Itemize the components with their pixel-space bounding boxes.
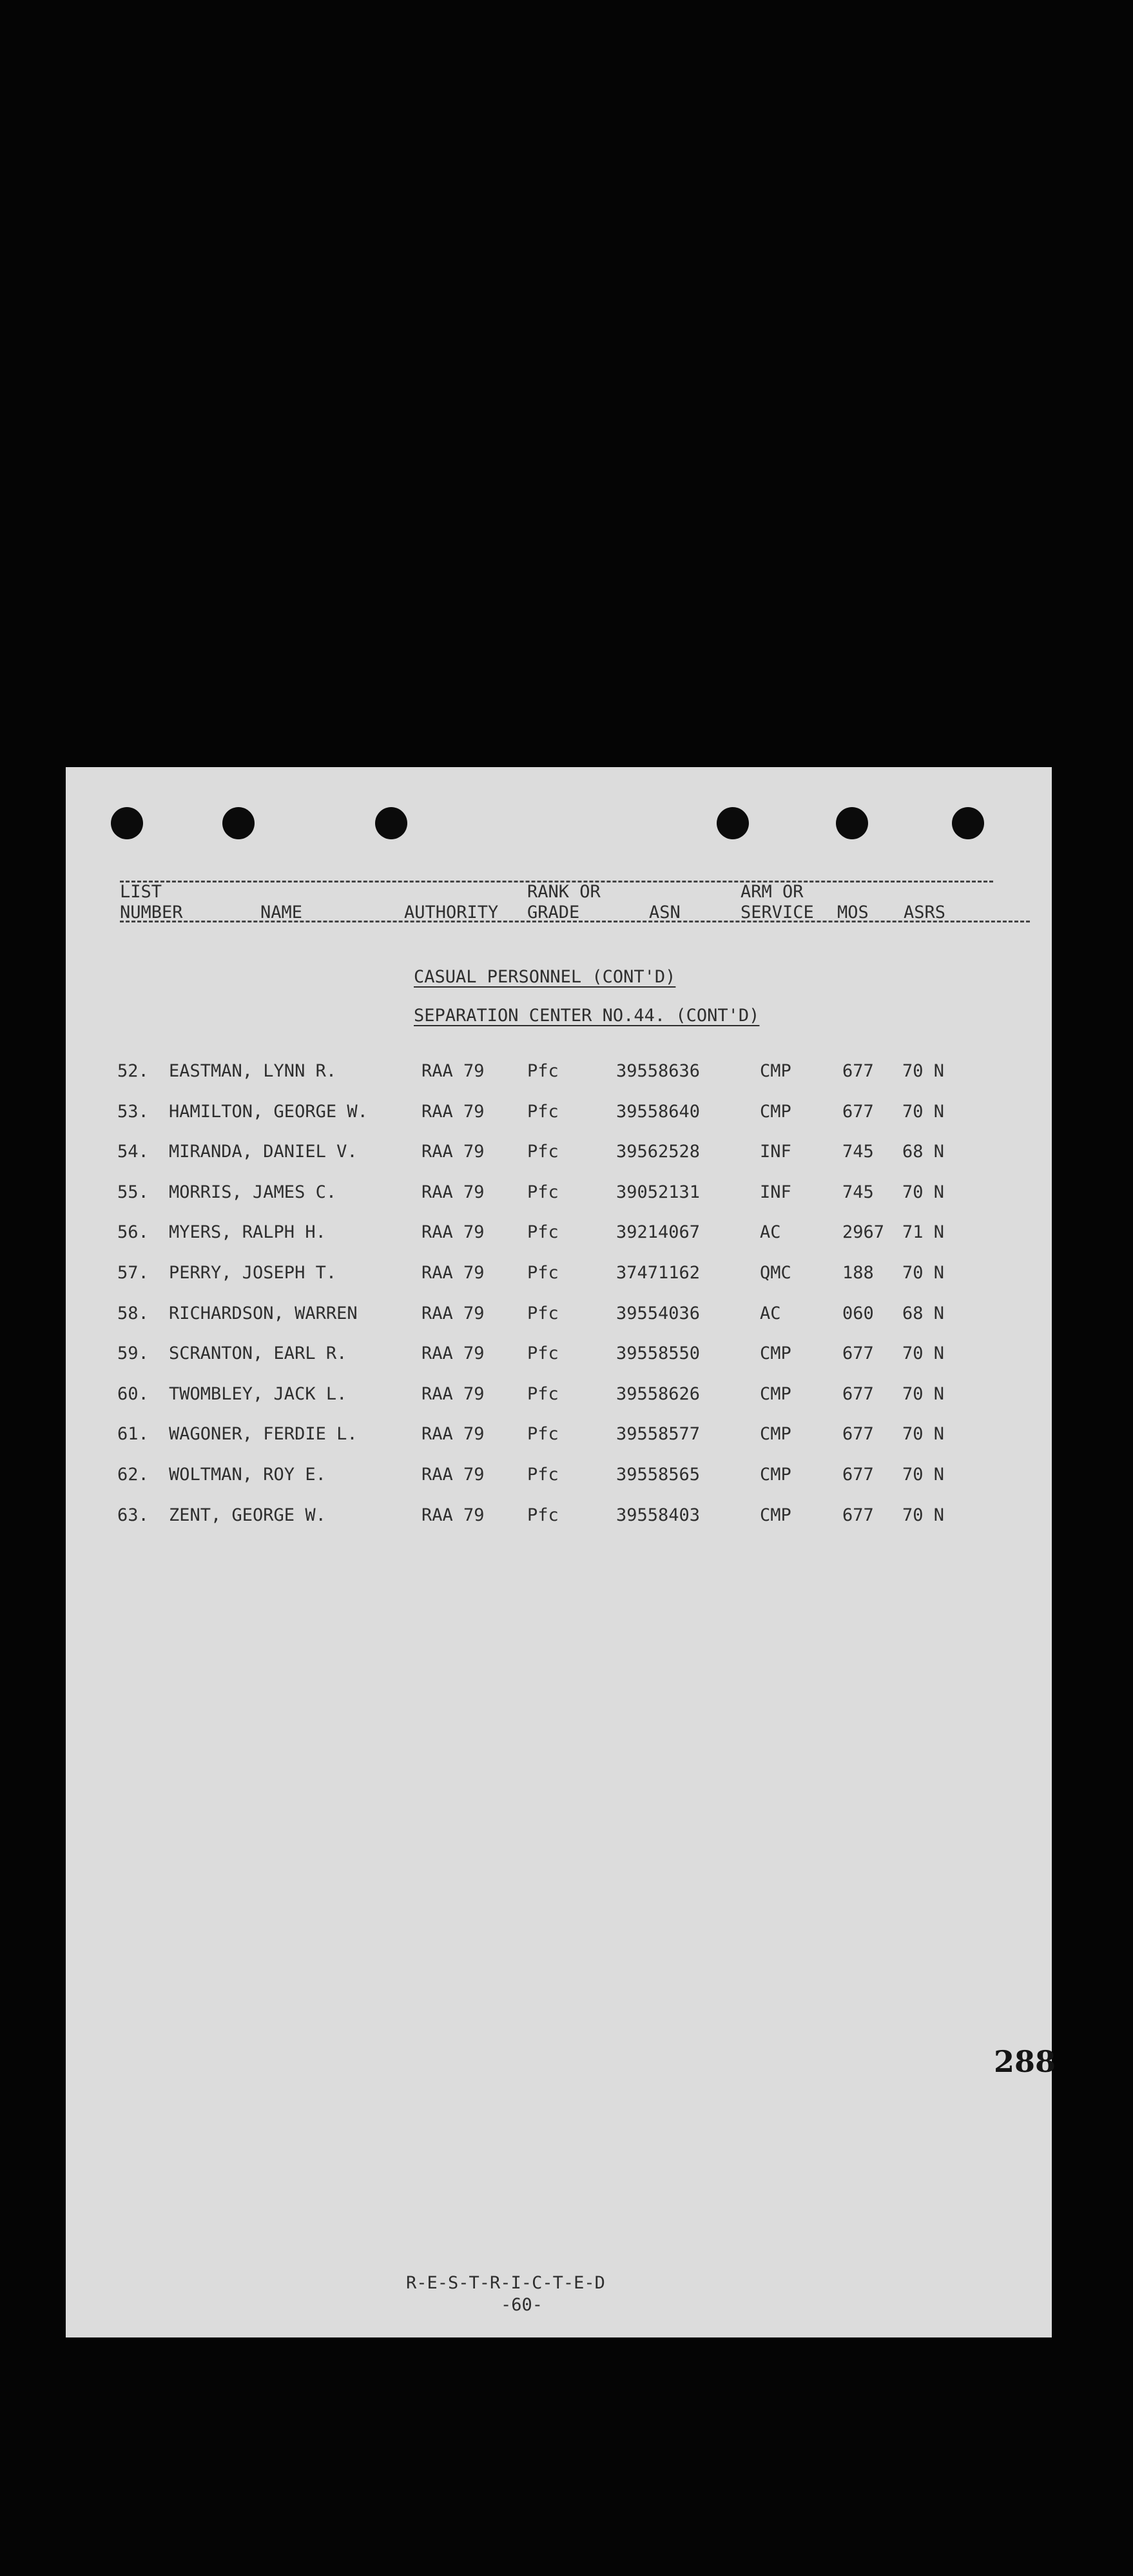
header-list-number-line1: LIST [120,882,162,902]
section-title: CASUAL PERSONNEL (CONT'D) [414,967,676,987]
row-number: 55. [117,1182,149,1202]
row-mos: 677 [842,1465,874,1485]
row-authority: RAA 79 [421,1102,485,1122]
row-name: MORRIS, JAMES C. [169,1182,337,1202]
row-service: AC [760,1222,781,1242]
row-service: INF [760,1182,791,1202]
row-authority: RAA 79 [421,1384,485,1404]
header-name: NAME [260,903,303,922]
row-service: CMP [760,1505,791,1525]
row-number: 57. [117,1263,149,1283]
row-grade: Pfc [527,1343,559,1363]
row-asn: 39558626 [616,1384,701,1404]
row-grade: Pfc [527,1061,559,1081]
row-grade: Pfc [527,1102,559,1122]
row-service: CMP [760,1061,791,1081]
row-asrs: 68 N [902,1142,945,1162]
header-asn: ASN [649,903,681,922]
row-authority: RAA 79 [421,1182,485,1202]
row-name: HAMILTON, GEORGE W. [169,1102,368,1122]
row-name: ZENT, GEORGE W. [169,1505,326,1525]
row-asrs: 70 N [902,1384,945,1404]
row-mos: 060 [842,1303,874,1323]
row-asn: 37471162 [616,1263,701,1283]
row-mos: 745 [842,1142,874,1162]
row-asn: 39558577 [616,1424,701,1444]
binder-hole [952,807,984,839]
row-grade: Pfc [527,1505,559,1525]
row-grade: Pfc [527,1182,559,1202]
binder-hole [111,807,143,839]
row-grade: Pfc [527,1424,559,1444]
document-page [66,767,1056,2337]
row-asrs: 70 N [902,1465,945,1485]
header-rank-line1: RANK OR [527,882,601,902]
row-service: QMC [760,1263,791,1283]
row-asn: 39554036 [616,1303,701,1323]
row-number: 54. [117,1142,149,1162]
footer-page-number: -60- [501,2295,543,2315]
row-service: CMP [760,1465,791,1485]
row-asrs: 70 N [902,1182,945,1202]
row-service: CMP [760,1424,791,1444]
row-asn: 39052131 [616,1182,701,1202]
row-mos: 677 [842,1424,874,1444]
binder-hole [717,807,749,839]
row-name: SCRANTON, EARL R. [169,1343,347,1363]
row-number: 56. [117,1222,149,1242]
row-name: EASTMAN, LYNN R. [169,1061,337,1081]
row-authority: RAA 79 [421,1303,485,1323]
row-asrs: 70 N [902,1424,945,1444]
row-authority: RAA 79 [421,1263,485,1283]
row-name: TWOMBLEY, JACK L. [169,1384,347,1404]
row-grade: Pfc [527,1465,559,1485]
row-name: PERRY, JOSEPH T. [169,1263,337,1283]
section-subtitle: SEPARATION CENTER NO.44. (CONT'D) [414,1006,760,1026]
row-number: 62. [117,1465,149,1485]
row-name: RICHARDSON, WARREN [169,1303,358,1323]
row-authority: RAA 79 [421,1343,485,1363]
row-authority: RAA 79 [421,1465,485,1485]
row-authority: RAA 79 [421,1505,485,1525]
row-service: AC [760,1303,781,1323]
row-name: WOLTMAN, ROY E. [169,1465,326,1485]
row-mos: 677 [842,1102,874,1122]
row-name: MIRANDA, DANIEL V. [169,1142,358,1162]
row-asrs: 70 N [902,1061,945,1081]
header-arm-line1: ARM OR [741,882,804,902]
row-authority: RAA 79 [421,1222,485,1242]
header-mos: MOS [837,903,869,922]
binder-hole [375,807,407,839]
header-asrs: ASRS [904,903,946,922]
row-asn: 39558550 [616,1343,701,1363]
header-list-number-line2: NUMBER [120,903,183,922]
row-name: WAGONER, FERDIE L. [169,1424,358,1444]
row-authority: RAA 79 [421,1424,485,1444]
row-grade: Pfc [527,1142,559,1162]
row-asn: 39214067 [616,1222,701,1242]
row-number: 52. [117,1061,149,1081]
row-number: 53. [117,1102,149,1122]
binder-hole [222,807,255,839]
header-rank-line2: GRADE [527,903,580,922]
row-number: 61. [117,1424,149,1444]
stamped-page-number: 288 [994,2044,1056,2079]
row-grade: Pfc [527,1303,559,1323]
row-number: 58. [117,1303,149,1323]
row-asn: 39558565 [616,1465,701,1485]
row-service: INF [760,1142,791,1162]
row-asrs: 71 N [902,1222,945,1242]
footer-classification: R-E-S-T-R-I-C-T-E-D [406,2273,605,2293]
row-mos: 677 [842,1343,874,1363]
header-authority: AUTHORITY [404,903,499,922]
row-asn: 39562528 [616,1142,701,1162]
row-mos: 677 [842,1061,874,1081]
row-authority: RAA 79 [421,1142,485,1162]
row-asn: 39558640 [616,1102,701,1122]
binder-hole [836,807,868,839]
row-service: CMP [760,1343,791,1363]
row-mos: 188 [842,1263,874,1283]
row-asrs: 70 N [902,1263,945,1283]
row-service: CMP [760,1102,791,1122]
row-number: 63. [117,1505,149,1525]
row-asn: 39558636 [616,1061,701,1081]
row-mos: 677 [842,1505,874,1525]
row-authority: RAA 79 [421,1061,485,1081]
row-mos: 677 [842,1384,874,1404]
row-asrs: 68 N [902,1303,945,1323]
row-service: CMP [760,1384,791,1404]
row-asn: 39558403 [616,1505,701,1525]
header-arm-line2: SERVICE [741,903,814,922]
row-grade: Pfc [527,1384,559,1404]
row-number: 60. [117,1384,149,1404]
row-mos: 745 [842,1182,874,1202]
row-grade: Pfc [527,1222,559,1242]
row-asrs: 70 N [902,1343,945,1363]
row-asrs: 70 N [902,1505,945,1525]
row-grade: Pfc [527,1263,559,1283]
row-name: MYERS, RALPH H. [169,1222,326,1242]
row-number: 59. [117,1343,149,1363]
row-asrs: 70 N [902,1102,945,1122]
row-mos: 2967 [842,1222,885,1242]
